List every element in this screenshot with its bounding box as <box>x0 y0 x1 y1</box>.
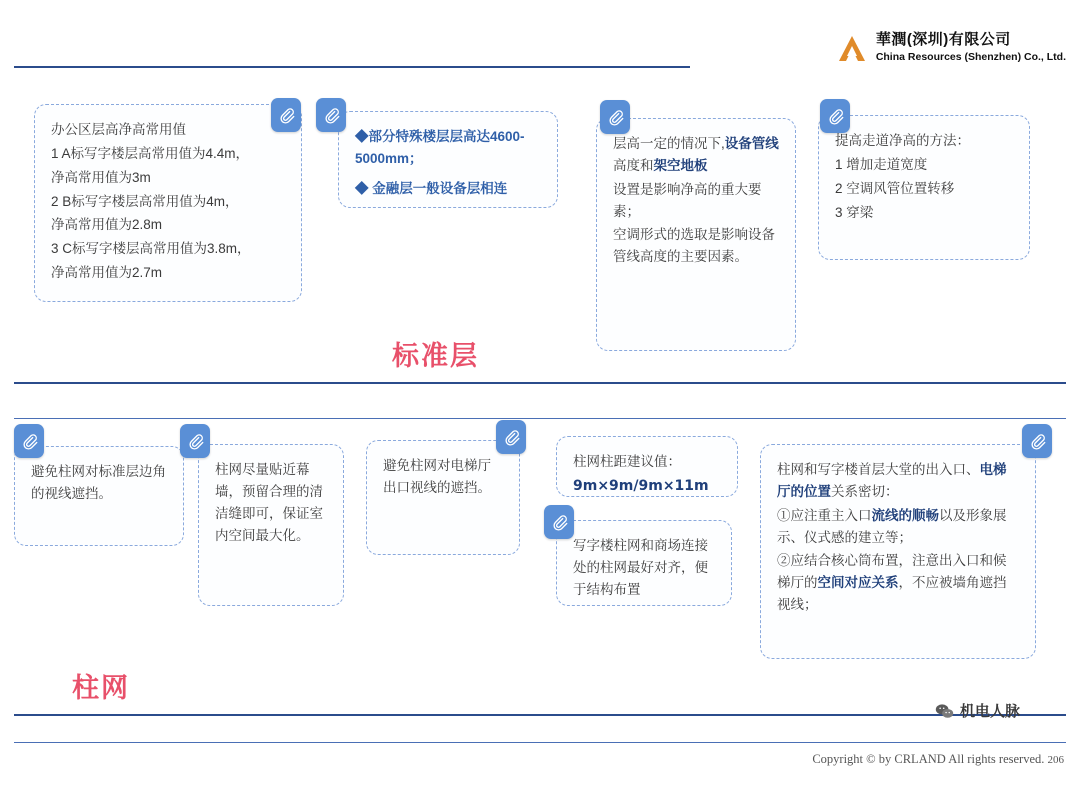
office-height-l2: 1 A标写字楼层高常用值为4.4m， <box>51 145 250 161</box>
elevator-sight-text: 避免柱网对电梯厅出口视线的遮挡。 <box>383 458 491 495</box>
paperclip-icon <box>316 98 346 132</box>
top-divider <box>14 66 690 68</box>
card-office-height <box>34 104 302 302</box>
lobby-p3c: ，不应被墙角遮挡视线； <box>777 575 1007 613</box>
card-avoid-sight <box>14 446 184 546</box>
equipment-l1b: 设备管线 <box>724 136 779 151</box>
section-title-column-grid: 柱网 <box>72 673 130 704</box>
page-number: 206 <box>1047 754 1064 766</box>
card-elevator-sight <box>366 440 520 555</box>
equipment-l2: 设置是影响净高的重大要素； <box>613 181 762 219</box>
lobby-p2a: ①应注重主入口 <box>777 507 872 523</box>
lobby-p2b: 流线的顺畅 <box>871 507 939 523</box>
equipment-l3: 空调形式的选取是影响设备管线高度的主要因素。 <box>613 227 775 265</box>
office-height-l7: 净高常用值为2.7m <box>51 265 163 281</box>
footer-divider <box>14 742 1066 743</box>
lobby-p1b: 电梯厅的位置 <box>777 462 1007 499</box>
office-height-title: 办公区层高净高常用值 <box>51 122 186 137</box>
office-height-l6: 3 C标写字楼层高常用值为3.8m， <box>51 241 251 257</box>
curtain-wall-text: 柱网尽量贴近幕墙，预留合理的清洁缝即可，保证室内空间最大化。 <box>215 462 323 543</box>
card-equipment <box>596 118 796 351</box>
paperclip-icon <box>14 424 44 458</box>
section-divider-2 <box>14 418 1066 419</box>
lobby-p1 <box>777 459 1019 503</box>
wechat-label: 机电人脉 <box>959 703 1020 720</box>
office-height-l3: 净高常用值为3m <box>51 169 151 185</box>
corridor-l3: 2 空调风管位置转移 <box>835 180 955 196</box>
corridor-l2: 1 增加走道宽度 <box>835 156 928 172</box>
card-mall-align <box>556 520 732 606</box>
paperclip-icon <box>600 100 630 134</box>
column-spacing-l2: 9m×9m/9m×11m <box>573 477 709 494</box>
copyright-line <box>812 752 1064 767</box>
lobby-p1a: 柱网和写字楼首层大堂的出入口、 <box>777 462 980 477</box>
lobby-p2 <box>777 505 1019 549</box>
lobby-p1c: 关系密切： <box>831 483 899 499</box>
section-title-standard-floor: 标准层 <box>392 341 479 372</box>
card-lobby <box>760 444 1036 659</box>
paperclip-icon <box>820 99 850 133</box>
paperclip-icon <box>496 420 526 454</box>
section-divider-1 <box>14 382 1066 384</box>
paperclip-icon <box>544 505 574 539</box>
column-spacing-l1: 柱网柱距建议值： <box>573 454 681 469</box>
paperclip-icon <box>1022 424 1052 458</box>
card-curtain-wall <box>198 444 344 606</box>
section-divider-3 <box>14 714 1066 716</box>
lobby-p3 <box>777 550 1019 616</box>
equipment-l1c: 高度和 <box>613 157 654 173</box>
lobby-p3a: ②应结合核心筒布置，注意出入口和候梯厅的 <box>777 553 1007 591</box>
copyright-text: Copyright © by CRLAND All rights reserved. <box>812 752 1045 766</box>
equipment-l1 <box>613 133 779 177</box>
card-special-floor <box>338 111 558 208</box>
card-column-spacing <box>556 436 738 497</box>
lobby-p2c: 以及形象展示、仪式感的建立等； <box>777 507 1007 545</box>
corridor-l4: 3 穿梁 <box>835 204 874 220</box>
wechat-icon <box>935 703 954 719</box>
company-logo <box>836 30 1066 64</box>
paperclip-icon <box>271 98 301 132</box>
special-floor-l1: ◆部分特殊楼层层高达4600-5000mm； <box>355 129 525 166</box>
company-name-en: China Resources (Shenzhen) Co., Ltd. <box>875 51 1066 63</box>
office-height-l4: 2 B标写字楼层高常用值为4m， <box>51 193 239 209</box>
paperclip-icon <box>180 424 210 458</box>
special-floor-l2: ◆ 金融层一般设备层相连 <box>355 180 508 196</box>
mall-align-text: 写字楼柱网和商场连接处的柱网最好对齐，便于结构布置 <box>573 538 708 597</box>
lobby-p3b: 空间对应关系 <box>817 575 899 591</box>
card-corridor <box>818 115 1030 260</box>
avoid-sight-text: 避免柱网对标准层边角的视线遮挡。 <box>31 464 166 501</box>
corridor-l1: 提高走道净高的方法： <box>835 133 970 148</box>
equipment-l1d: 架空地板 <box>653 157 708 173</box>
wechat-watermark <box>935 700 1020 721</box>
mountain-logo-icon <box>836 34 868 64</box>
office-height-l5: 净高常用值为2.8m <box>51 217 163 233</box>
equipment-l1a: 层高一定的情况下, <box>613 136 725 151</box>
company-name-cn: 華潤(深圳)有限公司 <box>875 31 1011 48</box>
